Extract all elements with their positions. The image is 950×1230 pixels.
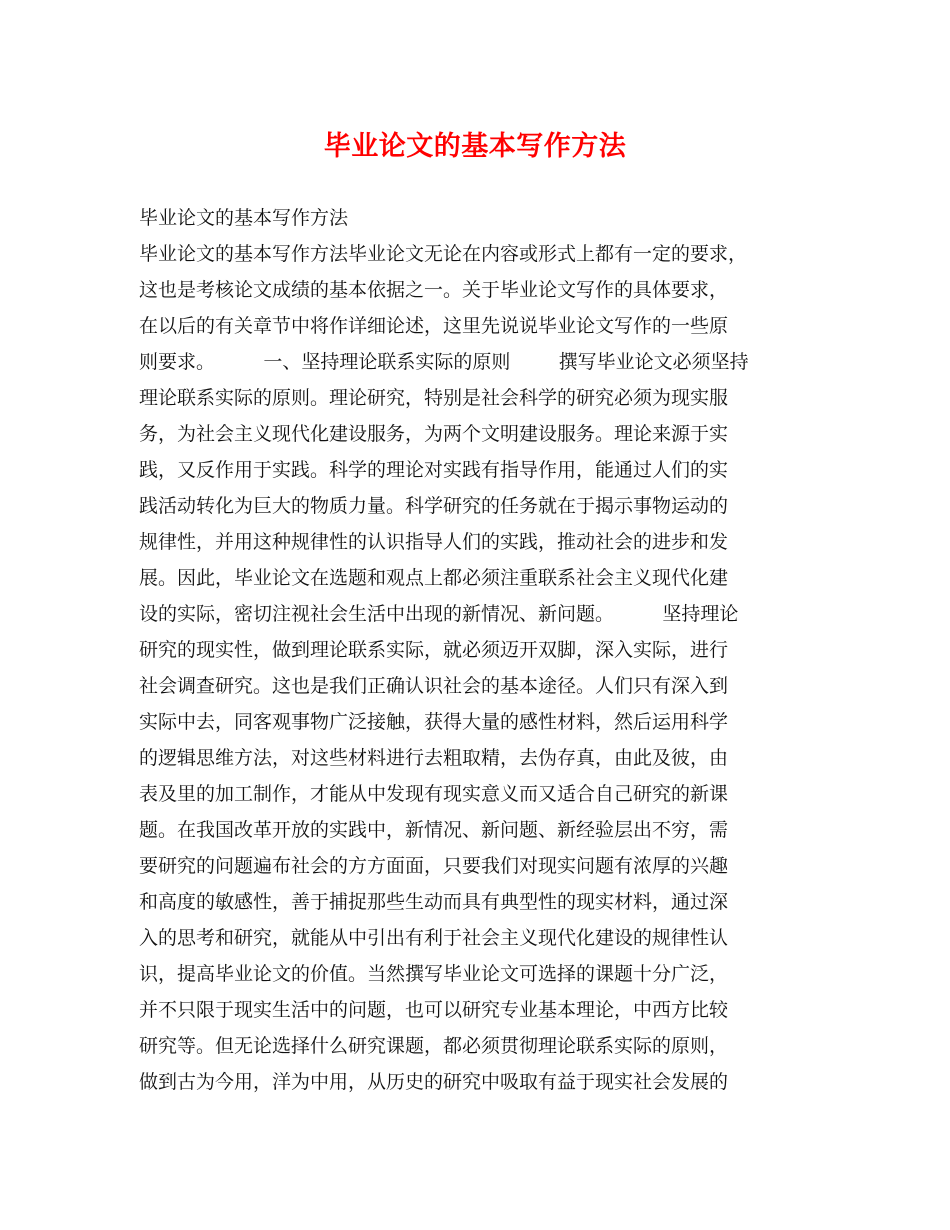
body-line: 的逻辑思维方法，对这些材料进行去粗取精，去伪存真，由此及彼，由 — [139, 747, 729, 769]
body-line: 毕业论文的基本写作方法毕业论文无论在内容或形式上都有一定的要求， — [139, 243, 748, 265]
document-title: 毕业论文的基本写作方法 — [323, 131, 627, 162]
body-line: 则要求。 一、坚持理论联系实际的原则 撰写毕业论文必须坚持 — [139, 351, 749, 373]
body-line: 设的实际，密切注视社会生活中出现的新情况、新问题。 坚持理论 — [139, 603, 739, 625]
body-line: 入的思考和研究，就能从中引出有利于社会主义现代化建设的规律性认 — [139, 927, 729, 949]
body-line: 这也是考核论文成绩的基本依据之一。关于毕业论文写作的具体要求， — [139, 279, 729, 301]
document-body — [139, 236, 829, 1100]
body-line: 理论联系实际的原则。理论研究，特别是社会科学的研究必须为现实服 — [139, 387, 729, 409]
body-line: 题。在我国改革开放的实践中，新情况、新问题、新经验层出不穷，需 — [139, 819, 729, 841]
body-line: 做到古为今用，洋为中用，从历史的研究中吸取有益于现实社会发展的 — [139, 1071, 729, 1093]
body-line: 社会调查研究。这也是我们正确认识社会的基本途径。人们只有深入到 — [139, 675, 729, 697]
body-line: 践，又反作用于实践。科学的理论对实践有指导作用，能通过人们的实 — [139, 459, 729, 481]
body-line: 实际中去，同客观事物广泛接触，获得大量的感性材料，然后运用科学 — [139, 711, 729, 733]
body-line: 研究等。但无论选择什么研究课题，都必须贯彻理论联系实际的原则， — [139, 1035, 729, 1057]
body-line: 践活动转化为巨大的物质力量。科学研究的任务就在于揭示事物运动的 — [139, 495, 729, 517]
body-line: 识，提高毕业论文的价值。当然撰写毕业论文可选择的课题十分广泛， — [139, 963, 729, 985]
body-line: 研究的现实性，做到理论联系实际，就必须迈开双脚，深入实际，进行 — [139, 639, 729, 661]
document-subtitle: 毕业论文的基本写作方法 — [139, 207, 349, 229]
body-line: 展。因此，毕业论文在选题和观点上都必须注重联系社会主义现代化建 — [139, 567, 729, 589]
body-line: 务，为社会主义现代化建设服务，为两个文明建设服务。理论来源于实 — [139, 423, 729, 445]
body-line: 并不只限于现实生活中的问题，也可以研究专业基本理论，中西方比较 — [139, 999, 729, 1021]
body-line: 规律性，并用这种规律性的认识指导人们的实践，推动社会的进步和发 — [139, 531, 729, 553]
body-line: 和高度的敏感性，善于捕捉那些生动而具有典型性的现实材料，通过深 — [139, 891, 729, 913]
body-line: 在以后的有关章节中将作详细论述，这里先说说毕业论文写作的一些原 — [139, 315, 729, 337]
body-line: 表及里的加工制作，才能从中发现有现实意义而又适合自己研究的新课 — [139, 783, 729, 805]
body-line: 要研究的问题遍布社会的方方面面，只要我们对现实问题有浓厚的兴趣 — [139, 855, 729, 877]
